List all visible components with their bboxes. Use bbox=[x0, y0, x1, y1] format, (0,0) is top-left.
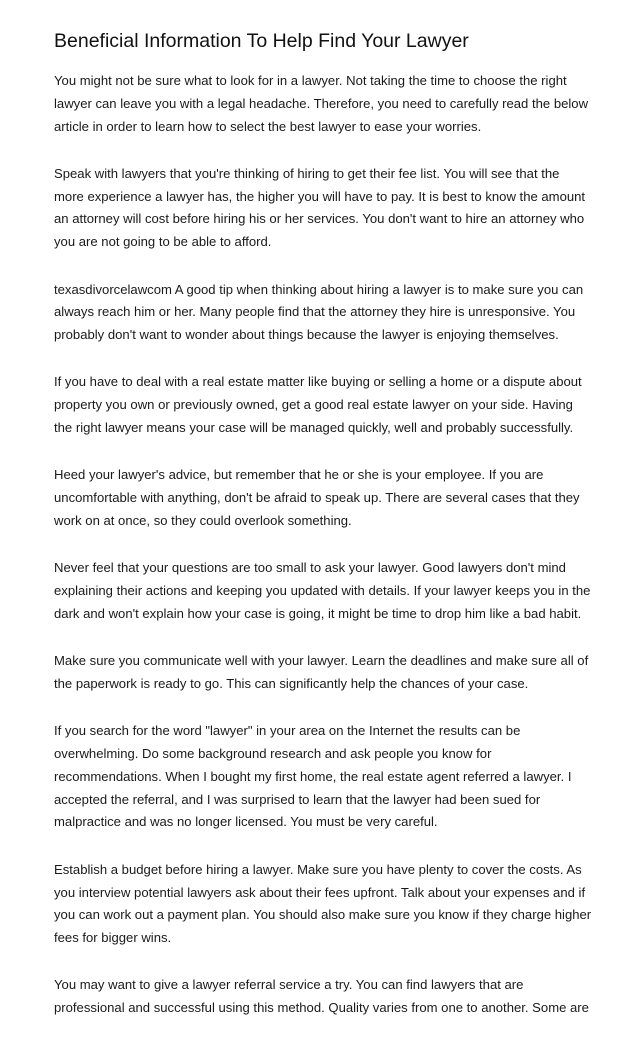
paragraph-line: Speak with lawyers that you're thinking of hiring to get their fee list. You will see that the bbox=[54, 165, 560, 181]
paragraph-line: You may want to give a lawyer referral service a try. You can find lawyers that are bbox=[54, 977, 524, 993]
paragraph-line: overwhelming. Do some background research and ask people you know for bbox=[54, 746, 492, 762]
paragraph-line: Make sure you communicate well with your lawyer. Learn the deadlines and make sure all of bbox=[54, 653, 589, 669]
paragraph-line: If you search for the word "lawyer" in your area on the Internet the results can be bbox=[54, 723, 521, 739]
paragraph-line: Heed your lawyer's advice, but remember that he or she is your employee. If you are bbox=[54, 467, 544, 483]
paragraph-line: probably don't want to wonder about things because the lawyer is enjoying themselves. bbox=[54, 327, 559, 343]
body-paragraph bbox=[54, 720, 594, 834]
paragraph-line: an attorney will cost before hiring his or her services. You don't want to hire an attorney who bbox=[54, 211, 585, 227]
body-paragraph bbox=[54, 371, 594, 439]
paragraph-line: fees for bigger wins. bbox=[54, 930, 172, 946]
document-body bbox=[54, 70, 594, 1045]
paragraph-line: the paperwork is ready to go. This can significantly help the chances of your case. bbox=[54, 675, 529, 691]
body-paragraph bbox=[54, 859, 594, 950]
paragraph-line: accepted the referral, and I was surprised to learn that the lawyer had been sued for bbox=[54, 791, 541, 807]
paragraph-line: property you own or previously owned, get a good real estate lawyer on your side. Having bbox=[54, 397, 573, 413]
paragraph-line: Never feel that your questions are too small to ask your lawyer. Good lawyers don't mind bbox=[54, 560, 566, 576]
paragraph-line: you can work out a payment plan. You should also make sure you know if they charge higher bbox=[54, 907, 592, 923]
paragraph-line: work on at once, so they could overlook something. bbox=[54, 512, 352, 528]
body-paragraph bbox=[54, 279, 594, 347]
body-paragraph bbox=[54, 974, 594, 1020]
paragraph-line: You might not be sure what to look for in a lawyer. Not taking the time to choose the right bbox=[54, 73, 567, 88]
body-paragraph bbox=[54, 70, 594, 138]
paragraph-line: you interview potential lawyers ask about their fees upfront. Talk about your expenses and if bbox=[54, 884, 586, 900]
paragraph-line: uncomfortable with anything, don't be afraid to speak up. There are several cases that they bbox=[54, 490, 580, 506]
paragraph-line: lawyer can leave you with a legal headache. Therefore, you need to carefully read the below bbox=[54, 95, 589, 111]
paragraph-line: texasdivorcelawcom A good tip when thinking about hiring a lawyer is to make sure you can bbox=[54, 281, 584, 297]
paragraph-line: recommendations. When I bought my first home, the real estate agent referred a lawyer. I bbox=[54, 768, 572, 784]
paragraph-line: dark and won't explain how your case is going, it might be time to drop him like a bad habit. bbox=[54, 605, 582, 621]
paragraph-line: article in order to learn how to select the best lawyer to ease your worries. bbox=[54, 118, 482, 134]
document-title: Beneficial Information To Help Find Your Lawyer bbox=[54, 30, 469, 52]
paragraph-line: Establish a budget before hiring a lawyer. Make sure you have plenty to cover the costs. As bbox=[54, 861, 582, 877]
paragraph-line: always reach him or her. Many people find that the attorney they hire is unresponsive. You bbox=[54, 304, 576, 320]
paragraph-line: you are not going to be able to afford. bbox=[54, 234, 272, 250]
paragraph-line: the right lawyer means your case will be managed quickly, well and probably successfully. bbox=[54, 420, 574, 436]
body-paragraph bbox=[54, 650, 594, 696]
paragraph-line: If you have to deal with a real estate matter like buying or selling a home or a dispute about bbox=[54, 374, 582, 390]
paragraph-line: explaining their actions and keeping you updated with details. If your lawyer keeps you in the bbox=[54, 583, 591, 599]
paragraph-line: professional and successful using this method. Quality varies from one to another. Some are bbox=[54, 1000, 589, 1016]
paragraph-line: more experience a lawyer has, the higher you will have to pay. It is best to know the amount bbox=[54, 188, 586, 204]
body-paragraph bbox=[54, 163, 594, 254]
paragraph-line: malpractice and was no longer licensed. You must be very careful. bbox=[54, 814, 438, 830]
body-paragraph bbox=[54, 557, 594, 625]
body-paragraph bbox=[54, 464, 594, 532]
